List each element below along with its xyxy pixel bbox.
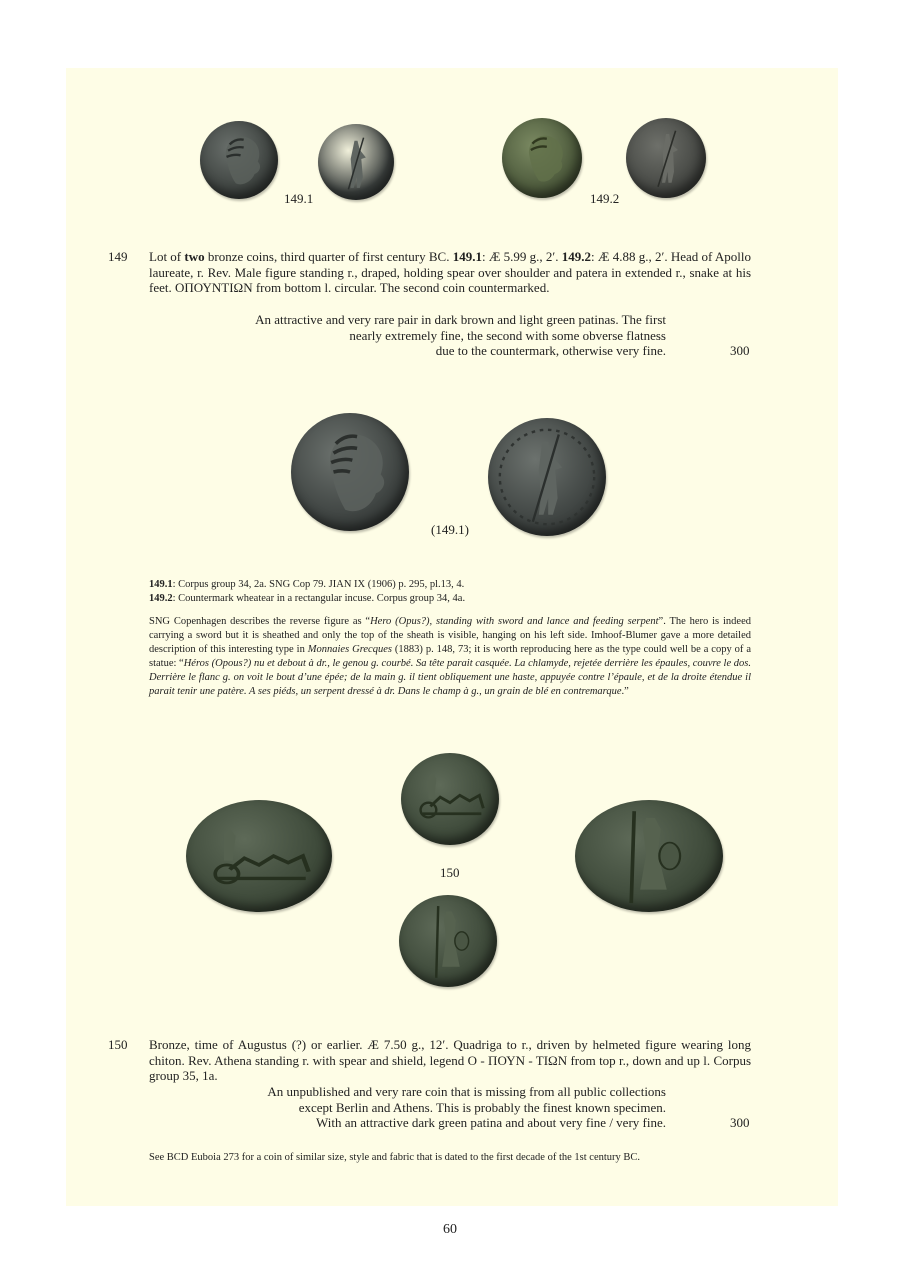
coin-149-2-reverse: [626, 118, 706, 198]
coin-150-obverse-large: [186, 800, 332, 912]
lot-note: See BCD Euboia 273 for a coin of similar size, style and fabric that is dated to the first decade of the 1st century BC.: [149, 1152, 641, 1163]
coin-149-1-obverse: [200, 121, 278, 199]
coin-150-reverse-small: [399, 895, 497, 987]
coin-149-1-enlarged-obverse: [291, 413, 409, 531]
coin-149-2-obverse: [502, 118, 582, 198]
lot-condition: An attractive and very rare pair in dark brown and light green patinas. The first nearly extremely fine, the second with some obverse flatness due to the countermark, otherwise very fine.: [255, 312, 666, 358]
lot-commentary: SNG Copenhagen describes the reverse figure as “Hero (Opus?), standing with sword and lance and feeding serpent”. The hero is indeed carrying a sword but it is sheathed and only the top of the sheath is visible, hanging on his left side. Imhoof-Blumer gave a more detailed description of this interesting type in Monnaies Grecques (1883) p. 148, 73; it is worth reproducing here as the type could well be a copy of a statue: “Héros (Opous?) nu et debout à dr., le genou g. courbé. Sa tête parait casquée. La chlamyde, rejetée derrière les épaules, couvre le dos. Derrière le flanc g. on voit le bout d’une épée; de la main g. il tient obliquement une haste, appuyée contre l’épaule, et de la droite étendue il parait tenir une patère. A ses piéds, un serpent dressé à dr. Dans le champ à g., un grain de blé en contremarque.”: [149, 616, 751, 697]
coin-149-1-reverse: [318, 124, 394, 200]
lot-estimate: 300: [730, 1115, 750, 1130]
lot-references: 149.1: Corpus group 34, 2a. SNG Cop 79. JIAN IX (1906) p. 295, pl.13, 4. 149.2: Countermark wheatear in a rectangular incuse. Corpus group 34, 4a.: [149, 579, 466, 604]
coin-150-obverse-small: [401, 753, 499, 845]
lot-description: Lot of two bronze coins, third quarter of first century BC. 149.1: Æ 5.99 g., 2′. 149.2: Æ 4.88 g., 2′. Head of Apollo laureate, r. Rev. Male figure standing r., draped, holding spear over shoulder and patera in extended r., snake at his feet. ΟΠΟΥΝΤΙΩΝ from bottom l. circular. The second coin countermarked.: [149, 249, 752, 295]
page-number: 60: [443, 1222, 457, 1237]
lot-number: 150: [108, 1037, 128, 1052]
coin-149-1-enlarged-reverse: [488, 418, 606, 536]
caption-149-1-enlarged: (149.1): [431, 522, 469, 537]
lot-number: 149: [108, 249, 128, 264]
coin-150-reverse-large: [575, 800, 723, 912]
lot-condition: An unpublished and very rare coin that is missing from all public collections except Berlin and Athens. This is probably the finest known specimen. With an attractive dark green patina and about very fine / very fine.: [267, 1084, 666, 1130]
caption-150: 150: [440, 865, 460, 880]
caption-149-1: 149.1: [284, 191, 314, 206]
caption-149-2: 149.2: [590, 191, 620, 206]
lot-description: Bronze, time of Augustus (?) or earlier. Æ 7.50 g., 12′. Quadriga to r., driven by helmeted figure wearing long chiton. Rev. Athena standing r. with spear and shield, legend Ο - ΠΟΥΝ - ΤΙΩΝ from top r., down and up l. Corpus group 35, 1a.: [149, 1037, 751, 1083]
lot-estimate: 300: [730, 343, 750, 358]
